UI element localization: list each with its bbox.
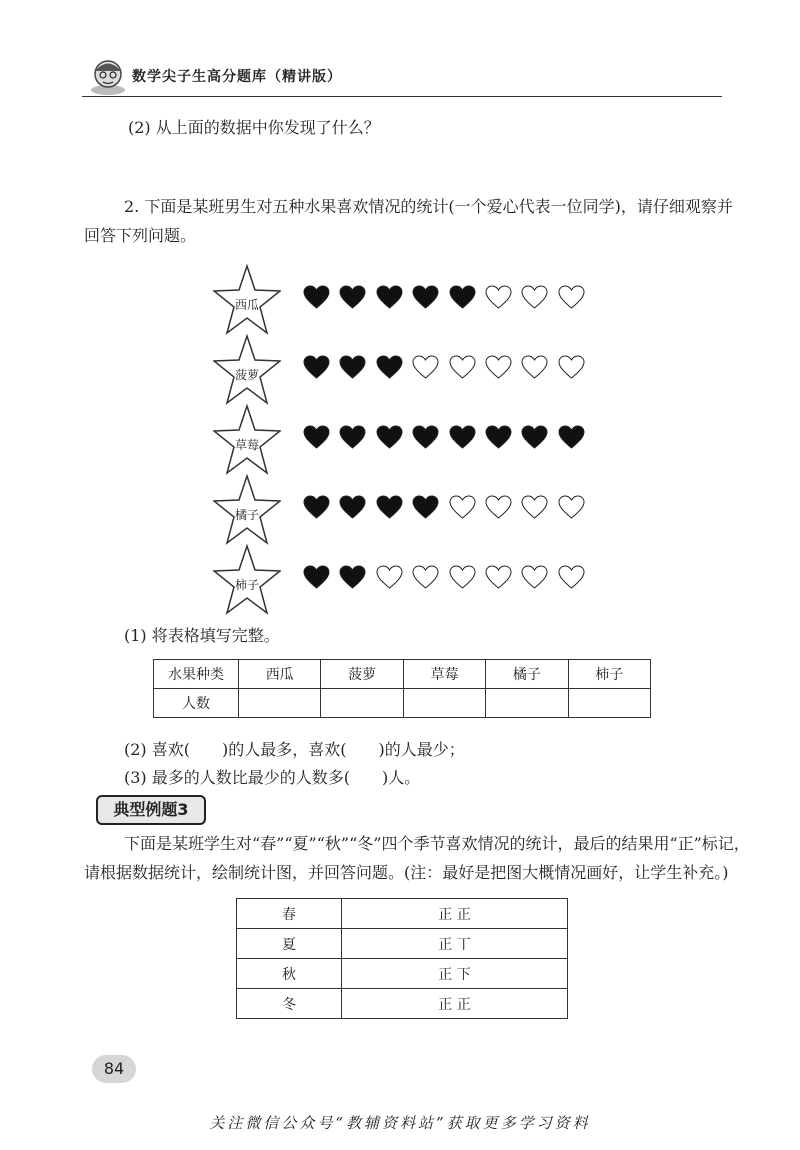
fruit-count-table — [153, 659, 651, 718]
filled-heart-icon — [339, 425, 366, 449]
tally-cell: 正 下 — [342, 959, 568, 989]
filled-heart-icon — [412, 495, 439, 519]
empty-heart-icon — [485, 285, 512, 309]
empty-heart-icon — [485, 565, 512, 589]
filled-heart-icon — [412, 425, 439, 449]
question-2-line-2: 回答下列问题。 — [84, 226, 197, 245]
example-text-line-1: 下面是某班学生对“春”“夏”“秋”“冬”四个季节喜欢情况的统计，最后的结果用“正”标记， — [124, 834, 750, 853]
filled-heart-icon — [339, 565, 366, 589]
table-row — [237, 989, 568, 1019]
example-badge: 典型例题3 — [96, 795, 206, 825]
fruit-name: 菠萝 — [234, 368, 259, 382]
blank-answer-cell — [321, 689, 403, 718]
empty-heart-icon — [376, 565, 403, 589]
table-header-cell: 橘子 — [486, 660, 568, 689]
empty-heart-icon — [521, 355, 548, 379]
fruit-name: 柿子 — [234, 578, 259, 592]
filled-heart-icon — [485, 425, 512, 449]
star-icon — [213, 404, 281, 476]
season-cell: 夏 — [237, 929, 342, 959]
filled-heart-icon — [376, 285, 403, 309]
table-row — [237, 899, 568, 929]
filled-heart-icon — [376, 355, 403, 379]
empty-heart-icon — [558, 565, 585, 589]
fruit-row — [213, 474, 633, 546]
fruit-row — [213, 404, 633, 476]
sub-question-3: (3) 最多的人数比最少的人数多( )人。 — [124, 768, 421, 787]
sub-question-1: (1) 将表格填写完整。 — [124, 626, 280, 645]
table-header-cell: 柿子 — [568, 660, 650, 689]
fruit-name: 西瓜 — [234, 298, 259, 312]
blank-answer-cell — [239, 689, 321, 718]
question-2-line-1: 2. 下面是某班男生对五种水果喜欢情况的统计(一个爱心代表一位同学)，请仔细观察并 — [124, 197, 733, 216]
filled-heart-icon — [303, 425, 330, 449]
empty-heart-icon — [485, 355, 512, 379]
empty-heart-icon — [521, 495, 548, 519]
empty-heart-icon — [449, 565, 476, 589]
table-header-cell: 西瓜 — [239, 660, 321, 689]
heart-row — [303, 565, 594, 589]
filled-heart-icon — [449, 425, 476, 449]
empty-heart-icon — [558, 495, 585, 519]
star-icon — [213, 334, 281, 406]
tally-cell: 正 正 — [342, 989, 568, 1019]
empty-heart-icon — [412, 565, 439, 589]
filled-heart-icon — [412, 285, 439, 309]
season-cell: 秋 — [237, 959, 342, 989]
question-1-part-2: (2) 从上面的数据中你发现了什么？ — [128, 118, 380, 137]
season-tally-table — [236, 898, 568, 1019]
table-header-cell: 草莓 — [403, 660, 485, 689]
filled-heart-icon — [303, 495, 330, 519]
page-number: 84 — [92, 1055, 136, 1083]
fruit-row — [213, 544, 633, 616]
heart-row — [303, 355, 594, 379]
filled-heart-icon — [303, 565, 330, 589]
empty-heart-icon — [449, 355, 476, 379]
season-cell: 冬 — [237, 989, 342, 1019]
season-cell: 春 — [237, 899, 342, 929]
sub-question-2: (2) 喜欢( )的人最多，喜欢( )的人最少； — [124, 740, 465, 759]
header-title: 数学尖子生高分题库（精讲版） — [132, 69, 342, 85]
filled-heart-icon — [339, 355, 366, 379]
empty-heart-icon — [412, 355, 439, 379]
heart-row — [303, 285, 594, 309]
example-text-line-2: 请根据数据统计，绘制统计图，并回答问题。(注：最好是把图大概情况画好，让学生补充。) — [84, 863, 729, 882]
blank-answer-cell — [486, 689, 568, 718]
heart-row — [303, 495, 594, 519]
table-header-cell: 水果种类 — [154, 660, 239, 689]
star-icon — [213, 264, 281, 336]
table-row — [154, 660, 651, 689]
header-divider — [82, 96, 722, 97]
star-icon — [213, 474, 281, 546]
heart-row — [303, 425, 594, 449]
filled-heart-icon — [376, 425, 403, 449]
fruit-name: 草莓 — [234, 438, 259, 452]
blank-answer-cell — [568, 689, 650, 718]
filled-heart-icon — [303, 285, 330, 309]
fruit-name: 橘子 — [234, 508, 259, 522]
empty-heart-icon — [558, 355, 585, 379]
star-icon — [213, 544, 281, 616]
table-row — [154, 689, 651, 718]
table-row-header: 人数 — [154, 689, 239, 718]
fruit-row — [213, 334, 633, 406]
filled-heart-icon — [303, 355, 330, 379]
empty-heart-icon — [521, 285, 548, 309]
mascot-logo — [88, 56, 128, 96]
table-row — [237, 929, 568, 959]
empty-heart-icon — [449, 495, 476, 519]
tally-cell: 正 正 — [342, 899, 568, 929]
filled-heart-icon — [376, 495, 403, 519]
table-row — [237, 959, 568, 989]
table-header-cell: 菠萝 — [321, 660, 403, 689]
empty-heart-icon — [485, 495, 512, 519]
fruit-row — [213, 264, 633, 336]
filled-heart-icon — [521, 425, 548, 449]
filled-heart-icon — [558, 425, 585, 449]
empty-heart-icon — [558, 285, 585, 309]
blank-answer-cell — [403, 689, 485, 718]
filled-heart-icon — [339, 495, 366, 519]
filled-heart-icon — [339, 285, 366, 309]
filled-heart-icon — [449, 285, 476, 309]
empty-heart-icon — [521, 565, 548, 589]
footer-note: 关注微信公众号“教辅资料站”获取更多学习资料 — [209, 1114, 591, 1132]
tally-cell: 正 丅 — [342, 929, 568, 959]
